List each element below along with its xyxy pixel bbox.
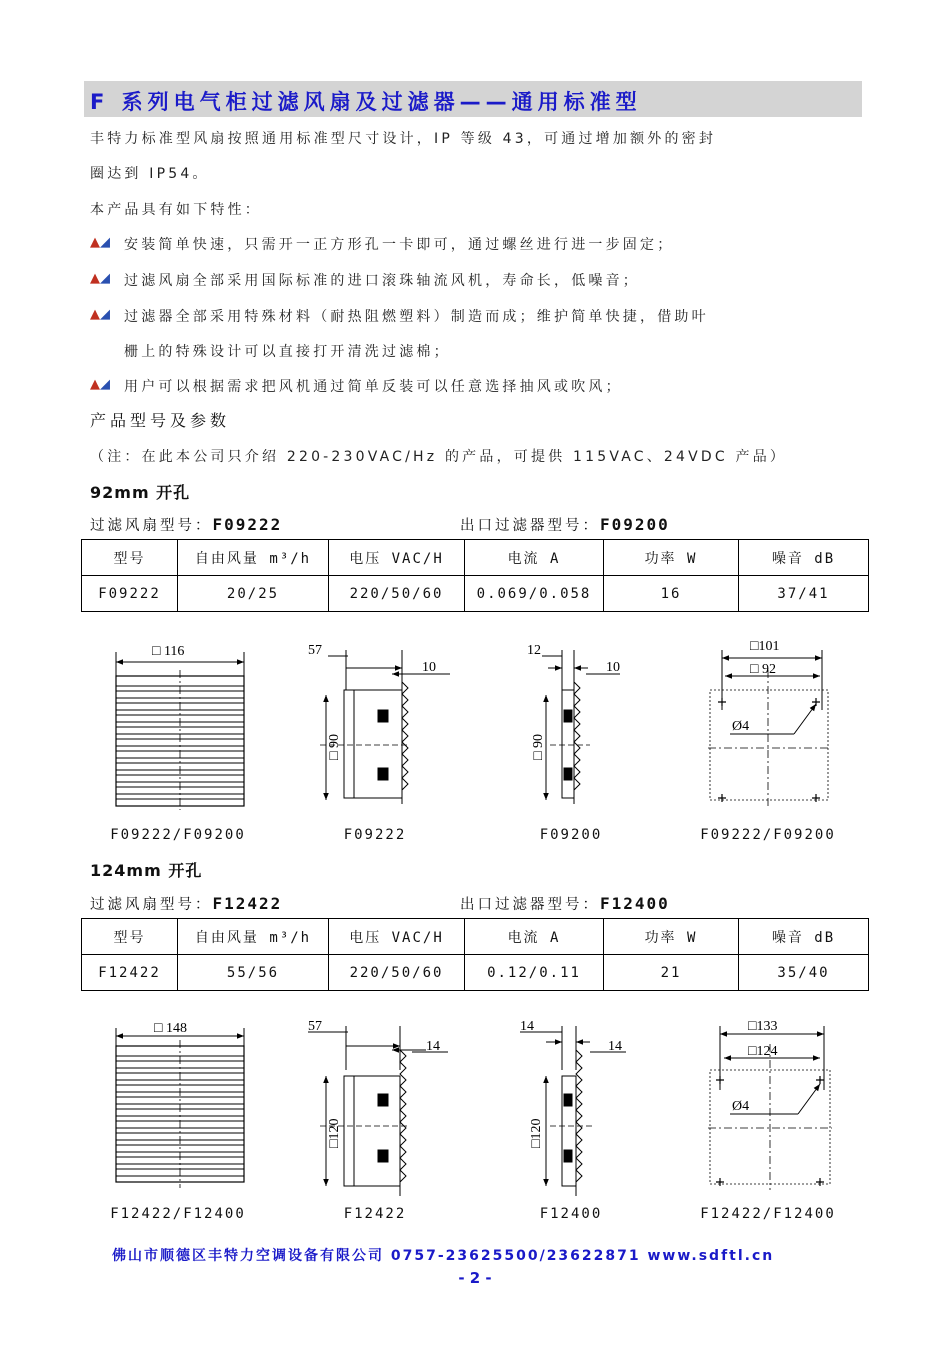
dim-screw: Ø4 (732, 1099, 750, 1114)
dim-hole: □ 90 (327, 734, 342, 760)
table-header-row (82, 919, 869, 955)
page-number: - 2 - (458, 1269, 492, 1287)
models-heading: 产品型号及参数 (90, 411, 231, 430)
page-title: F 系列电气柜过滤风扇及过滤器——通用标准型 (90, 90, 642, 114)
dim-inner: □ 92 (750, 662, 776, 677)
caption: F09200 (539, 827, 603, 843)
spec-table-92 (81, 539, 869, 612)
col-header: 型号 (82, 540, 178, 576)
front-view-drawing (116, 652, 244, 810)
front-view-drawing (116, 1028, 244, 1188)
table-cell: F12422 (82, 955, 178, 991)
dim-screw: Ø4 (732, 719, 750, 734)
feature-item-continued: 栅上的特殊设计可以直接打开清洗过滤棉； (124, 344, 451, 360)
col-header: 电流 A (465, 919, 604, 955)
table-header-row (82, 540, 869, 576)
table-cell: F09222 (82, 576, 178, 612)
dim-front: □ 148 (154, 1021, 187, 1036)
col-header: 电压 VAC/H (329, 919, 465, 955)
dim-outer: □133 (748, 1019, 778, 1034)
spec-table-124 (81, 918, 869, 991)
drawings-92 (80, 630, 870, 820)
table-cell: 0.12/0.11 (465, 955, 604, 991)
dim-front: □ 116 (152, 644, 185, 659)
dim-hole: □120 (327, 1118, 342, 1148)
dim-inner: □124 (748, 1044, 778, 1059)
fan-model-line: 过滤风扇型号：F09222 (90, 515, 283, 534)
table-cell: 21 (604, 955, 739, 991)
caption: F12422 (343, 1206, 407, 1222)
table-row (82, 955, 869, 991)
table-row (82, 576, 869, 612)
section-heading-124: 124mm 开孔 (90, 861, 203, 880)
col-header: 型号 (82, 919, 178, 955)
caption: F09222 (343, 827, 407, 843)
dim-depth: 57 (308, 643, 322, 658)
dim-hole: □120 (529, 1118, 544, 1148)
filter-model-line: 出口过滤器型号：F12400 (460, 894, 670, 913)
caption: F09222/F09200 (700, 827, 836, 843)
col-header: 自由风量 m³/h (178, 919, 329, 955)
dim-depth: 57 (308, 1019, 322, 1034)
features-heading: 本产品具有如下特性： (90, 202, 262, 218)
dim-hole: □ 90 (531, 734, 546, 760)
col-header: 噪音 dB (739, 919, 869, 955)
feature-item: 用户可以根据需求把风机通过简单反装可以任意选择抽风或吹风； (124, 379, 623, 395)
feature-item: 安装简单快速，只需开一正方形孔一卡即可，通过螺丝进行进一步固定； (124, 237, 675, 253)
bullet-icon: ▲◢ (90, 307, 110, 322)
caption: F12400 (539, 1206, 603, 1222)
dim-filter-depth: 12 (527, 643, 541, 658)
dim-outer: □101 (750, 639, 780, 654)
bullet-icon: ▲◢ (90, 235, 110, 250)
dim-protrude: 14 (426, 1039, 440, 1054)
bullet-icon: ▲◢ (90, 377, 110, 392)
col-header: 功率 W (604, 540, 739, 576)
bullet-icon: ▲◢ (90, 271, 110, 286)
footer-contact: 佛山市顺德区丰特力空调设备有限公司 0757-23625500/23622871 www.sdftl.cn (112, 1248, 775, 1264)
table-cell: 0.069/0.058 (465, 576, 604, 612)
col-header: 噪音 dB (739, 540, 869, 576)
table-cell: 16 (604, 576, 739, 612)
caption: F09222/F09200 (110, 827, 246, 843)
intro-line-2: 圈达到 IP54。 (90, 166, 210, 182)
drawings-124 (80, 1010, 870, 1200)
table-cell: 220/50/60 (329, 576, 465, 612)
section-heading-92: 92mm 开孔 (90, 483, 191, 502)
table-cell: 220/50/60 (329, 955, 465, 991)
fan-model-line: 过滤风扇型号：F12422 (90, 894, 283, 913)
table-cell: 37/41 (739, 576, 869, 612)
feature-item: 过滤风扇全部采用国际标准的进口滚珠轴流风机，寿命长，低噪音； (124, 273, 640, 289)
dim-filter-protrude: 14 (608, 1039, 622, 1054)
dim-filter-depth: 14 (520, 1019, 534, 1034)
caption: F12422/F12400 (110, 1206, 246, 1222)
dim-protrude: 10 (422, 660, 436, 675)
feature-item: 过滤器全部采用特殊材料（耐热阻燃塑料）制造而成；维护简单快捷，借助叶 (124, 309, 709, 325)
col-header: 功率 W (604, 919, 739, 955)
col-header: 自由风量 m³/h (178, 540, 329, 576)
filter-model-line: 出口过滤器型号：F09200 (460, 515, 670, 534)
table-cell: 20/25 (178, 576, 329, 612)
caption: F12422/F12400 (700, 1206, 836, 1222)
table-cell: 35/40 (739, 955, 869, 991)
note: （注：在此本公司只介绍 220-230VAC/Hz 的产品，可提供 115VAC、24VDC 产品） (90, 449, 788, 465)
intro-line-1: 丰特力标准型风扇按照通用标准型尺寸设计，IP 等级 43，可通过增加额外的密封 (90, 131, 717, 147)
table-cell: 55/56 (178, 955, 329, 991)
col-header: 电流 A (465, 540, 604, 576)
dim-filter-protrude: 10 (606, 660, 620, 675)
col-header: 电压 VAC/H (329, 540, 465, 576)
